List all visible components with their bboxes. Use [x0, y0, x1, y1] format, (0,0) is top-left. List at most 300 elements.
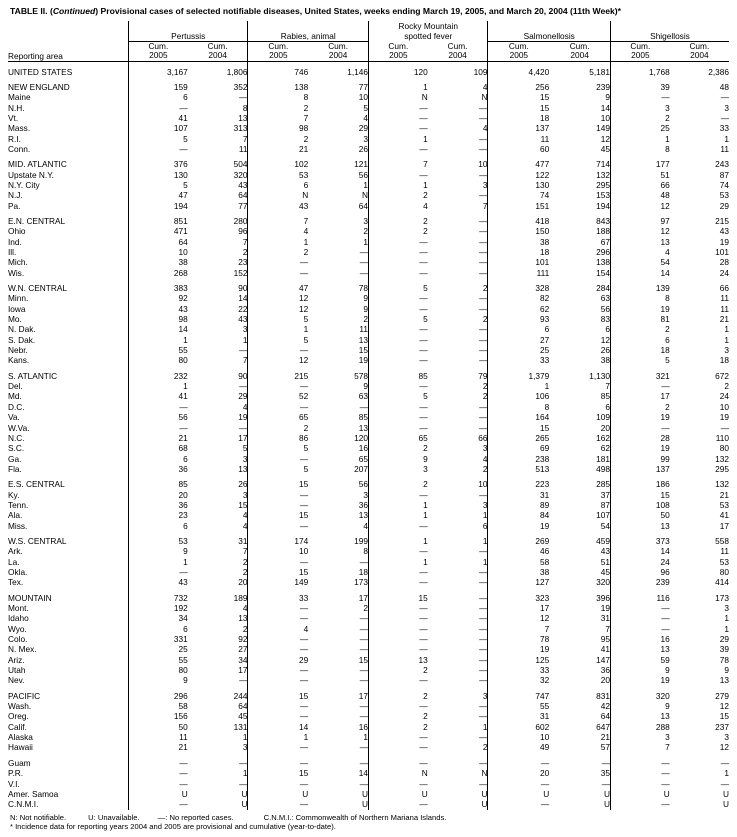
- header-group-row: [8, 21, 729, 41]
- row-value: 3: [724, 345, 729, 356]
- row-reporting-area: W.N. CENTRAL: [8, 283, 68, 294]
- row-value: 498: [596, 463, 610, 474]
- row-value: —: [359, 267, 368, 278]
- row-value: 1: [129, 381, 188, 391]
- row-value: 13: [238, 463, 248, 474]
- row-value: 7: [248, 113, 308, 123]
- table-row: [8, 345, 729, 355]
- row-value: 15: [248, 474, 308, 489]
- row-value: —: [368, 268, 427, 278]
- row-value: 29: [719, 200, 729, 211]
- row-value: 5: [129, 180, 188, 190]
- row-value: —: [479, 215, 488, 226]
- row-value: 7: [605, 623, 610, 634]
- row-value: 1: [242, 768, 248, 779]
- row-value: 25: [129, 644, 188, 654]
- row-value: 67: [600, 236, 610, 247]
- row-value: 74: [488, 190, 549, 200]
- row-value: —: [610, 92, 669, 102]
- table-row: [8, 732, 729, 742]
- row-value: 3: [724, 102, 729, 113]
- row-value: 10: [600, 112, 610, 123]
- row-value: —: [368, 423, 427, 433]
- header-pertussis-2004: [188, 41, 248, 61]
- row-value: —: [248, 753, 308, 768]
- row-reporting-area: W.Va.: [8, 422, 30, 433]
- row-value: 15: [610, 490, 669, 500]
- row-value: 16: [358, 721, 368, 732]
- row-value: —: [359, 556, 368, 567]
- row-value: 3: [363, 215, 368, 226]
- row-value: 3: [724, 603, 729, 613]
- row-value: 320: [610, 686, 669, 701]
- row-value: U: [361, 788, 368, 799]
- row-value: —: [479, 303, 488, 314]
- row-value: 27: [488, 335, 549, 345]
- row-reporting-area: Mo.: [8, 314, 22, 325]
- row-value: 477: [488, 154, 549, 169]
- footnote-incidence: * Incidence data for reporting years 2004 and 2005 are provisional and cumulative (year-to-date).: [10, 822, 336, 832]
- row-reporting-area: P.R.: [8, 768, 24, 779]
- row-value: 11: [720, 303, 729, 314]
- row-value: 78: [488, 634, 549, 644]
- row-value: 5: [248, 464, 308, 474]
- row-value: 19: [719, 412, 729, 423]
- row-value: —: [368, 779, 427, 789]
- header-spacer-cell: [8, 21, 129, 41]
- row-value: 7: [248, 211, 308, 226]
- row-value: 18: [610, 345, 669, 355]
- row-value: 2: [363, 314, 368, 325]
- row-value: —: [610, 603, 669, 613]
- table-row: [8, 768, 729, 778]
- row-value: 24: [719, 267, 729, 278]
- row-value: —: [368, 335, 427, 345]
- row-value: 80: [719, 566, 729, 577]
- row-value: 15: [358, 345, 368, 356]
- row-value: 3: [368, 464, 427, 474]
- row-value: 1,768: [610, 61, 669, 77]
- row-value: 3: [242, 742, 248, 753]
- row-value: —: [248, 402, 308, 412]
- table-row: [8, 779, 729, 789]
- row-value: 2: [368, 722, 427, 732]
- footnote-n: N: Not notifiable.: [10, 812, 67, 822]
- row-value: 9: [363, 293, 368, 304]
- row-value: 31: [488, 490, 549, 500]
- row-reporting-area: Ohio: [8, 226, 26, 237]
- row-value: 42: [600, 701, 610, 712]
- row-value: —: [368, 490, 427, 500]
- row-value: 4: [610, 247, 669, 257]
- row-value: U: [603, 788, 610, 799]
- header-reporting-area: Reporting area: [8, 41, 129, 61]
- row-value: 5: [368, 391, 427, 401]
- row-value: 6: [605, 324, 610, 335]
- row-value: 137: [610, 464, 669, 474]
- year-label: 2005: [389, 50, 408, 60]
- table-row: [8, 324, 729, 334]
- row-value: 8: [242, 102, 248, 113]
- row-reporting-area: Alaska: [8, 732, 33, 743]
- row-value: 149: [248, 577, 308, 587]
- notifiable-diseases-table: [8, 21, 729, 810]
- row-value: 19: [610, 304, 669, 314]
- row-value: 1: [724, 768, 729, 779]
- row-value: 10: [488, 732, 549, 742]
- row-value: 1: [488, 381, 549, 391]
- row-value: 101: [715, 247, 729, 257]
- row-value: 10: [478, 159, 488, 170]
- row-value: 238: [488, 454, 549, 464]
- row-value: 19: [600, 603, 610, 613]
- row-value: 18: [488, 247, 549, 257]
- row-reporting-area: N. Dak.: [8, 324, 36, 335]
- row-value: 5: [129, 134, 188, 144]
- row-value: 1: [368, 134, 427, 144]
- cum-label: Cum.: [207, 40, 228, 51]
- row-value: 34: [238, 654, 248, 665]
- table-row: [8, 201, 729, 211]
- row-value: —: [479, 613, 488, 624]
- header-group-rabies-animal: Rabies, animal: [248, 21, 369, 41]
- table-header: [8, 21, 729, 61]
- row-value: 14: [129, 324, 188, 334]
- row-value: 10: [358, 92, 368, 103]
- row-value: 45: [238, 711, 248, 722]
- row-value: 156: [129, 711, 188, 721]
- row-value: —: [368, 103, 427, 113]
- table-row: [8, 433, 729, 443]
- row-reporting-area: Mass.: [8, 123, 31, 134]
- row-value: 6: [482, 520, 488, 531]
- row-value: 6: [605, 401, 610, 412]
- footnote-u: U: Unavailable.: [88, 812, 140, 822]
- row-value: 132: [715, 479, 729, 490]
- row-value: 1: [482, 721, 488, 732]
- row-value: 186: [610, 474, 669, 489]
- cum-label: Cum.: [689, 40, 710, 51]
- row-value: 63: [600, 293, 610, 304]
- row-value: 2: [482, 391, 488, 402]
- row-value: —: [479, 665, 488, 676]
- table-row: [8, 278, 729, 293]
- row-value: —: [248, 500, 308, 510]
- row-value: —: [368, 732, 427, 742]
- row-value: 3: [482, 690, 488, 701]
- row-value: 17: [488, 603, 549, 613]
- row-value: 151: [488, 201, 549, 211]
- row-value: 46: [488, 546, 549, 556]
- row-value: 331: [129, 634, 188, 644]
- table-row: [8, 500, 729, 510]
- row-reporting-area: Ark.: [8, 546, 23, 557]
- row-value: 120: [354, 432, 368, 443]
- row-value: —: [610, 753, 669, 768]
- row-reporting-area: Ariz.: [8, 654, 25, 665]
- row-value: 15: [488, 103, 549, 113]
- row-value: 64: [129, 237, 188, 247]
- row-value: 13: [610, 237, 669, 247]
- row-value: —: [368, 402, 427, 412]
- row-value: —: [239, 757, 248, 768]
- row-value: —: [368, 644, 427, 654]
- row-value: 746: [248, 61, 308, 77]
- row-value: 51: [600, 556, 610, 567]
- row-value: 11: [238, 143, 248, 154]
- header-group-rocky-mountain-spotted-fever: [368, 21, 487, 41]
- row-value: 55: [129, 655, 188, 665]
- row-value: 43: [129, 577, 188, 587]
- row-value: N: [361, 190, 368, 201]
- row-value: 39: [610, 77, 669, 92]
- row-value: 12: [719, 701, 729, 712]
- row-reporting-area: Guam: [8, 757, 31, 768]
- row-value: —: [129, 402, 188, 412]
- row-value: 15: [719, 711, 729, 722]
- row-value: 11: [720, 293, 729, 304]
- row-value: 48: [610, 190, 669, 200]
- row-value: 414: [715, 577, 729, 588]
- row-value: 4: [482, 453, 488, 464]
- row-value: 1: [248, 324, 308, 334]
- row-value: 3: [724, 732, 729, 743]
- row-value: 2: [248, 247, 308, 257]
- row-value: 8: [610, 144, 669, 154]
- row-value: 4: [242, 520, 248, 531]
- table-row: [8, 603, 729, 613]
- row-value: 120: [368, 61, 427, 77]
- row-value: 10: [478, 479, 488, 490]
- row-value: 64: [600, 711, 610, 722]
- row-value: 352: [233, 81, 248, 92]
- row-value: 6: [488, 324, 549, 334]
- year-label: 2005: [149, 50, 168, 60]
- row-value: 78: [358, 283, 368, 294]
- row-value: U: [361, 799, 368, 810]
- header-sub-row: [8, 41, 729, 61]
- row-value: 60: [488, 144, 549, 154]
- row-value: —: [720, 112, 729, 123]
- row-value: 323: [488, 588, 549, 603]
- row-value: —: [479, 701, 488, 712]
- row-value: 29: [719, 634, 729, 645]
- row-value: 51: [610, 170, 669, 180]
- row-value: 14: [358, 768, 368, 779]
- row-value: U: [481, 788, 488, 799]
- row-value: —: [368, 123, 427, 133]
- row-value: 68: [129, 443, 188, 453]
- row-value: 207: [354, 463, 368, 474]
- row-value: 513: [488, 464, 549, 474]
- row-value: 110: [715, 432, 729, 443]
- row-value: U: [241, 799, 248, 810]
- row-value: 31: [600, 613, 610, 624]
- row-value: 1: [363, 732, 368, 743]
- row-value: 78: [719, 654, 729, 665]
- row-value: 58: [129, 701, 188, 711]
- row-value: 23: [238, 257, 248, 268]
- row-value: 19: [610, 412, 669, 422]
- row-value: 243: [715, 159, 729, 170]
- row-value: 130: [129, 170, 188, 180]
- row-value: 28: [719, 257, 729, 268]
- row-value: 84: [488, 510, 549, 520]
- row-value: U: [481, 799, 488, 810]
- row-value: —: [239, 345, 248, 356]
- row-value: —: [479, 334, 488, 345]
- row-value: —: [479, 778, 488, 789]
- row-value: 296: [129, 686, 188, 701]
- page-title-text: TABLE II. (Continued) Provisional cases of selected notifiable diseases, United States, weeks ending March 19, 2005, and March 20, 2004 (11th Week)*: [10, 6, 622, 16]
- row-value: 11: [720, 143, 729, 154]
- row-value: 189: [233, 592, 248, 603]
- row-value: 47: [129, 190, 188, 200]
- row-value: 2: [242, 247, 248, 257]
- year-label: 2004: [690, 50, 709, 60]
- row-value: 9: [129, 675, 188, 685]
- row-value: 38: [488, 237, 549, 247]
- row-value: —: [479, 236, 488, 247]
- row-value: 58: [488, 557, 549, 567]
- row-value: N: [481, 768, 488, 779]
- row-value: 85: [358, 412, 368, 423]
- row-reporting-area: Oreg.: [8, 711, 29, 722]
- row-value: 29: [358, 123, 368, 134]
- row-value: 268: [129, 268, 188, 278]
- cum-label: Cum.: [447, 40, 468, 51]
- row-value: —: [610, 779, 669, 789]
- row-value: 85: [600, 391, 610, 402]
- row-reporting-area: Utah: [8, 665, 26, 676]
- row-value: —: [368, 144, 427, 154]
- row-value: 12: [610, 226, 669, 236]
- row-value: 56: [600, 303, 610, 314]
- row-value: 188: [596, 226, 610, 237]
- row-value: —: [368, 624, 427, 634]
- row-value: —: [368, 634, 427, 644]
- row-value: 137: [488, 123, 549, 133]
- row-value: 21: [719, 489, 729, 500]
- row-value: —: [479, 247, 488, 257]
- page-title: [8, 6, 729, 17]
- row-value: —: [368, 355, 427, 365]
- row-value: 3: [482, 179, 488, 190]
- row-value: 6: [129, 92, 188, 102]
- row-value: —: [248, 799, 308, 809]
- row-value: 55: [129, 345, 188, 355]
- row-value: 2: [248, 103, 308, 113]
- row-reporting-area: E.S. CENTRAL: [8, 479, 65, 490]
- row-reporting-area: Pa.: [8, 200, 21, 211]
- row-value: 2: [363, 226, 368, 237]
- table-row: [8, 546, 729, 556]
- row-value: 320: [596, 577, 610, 588]
- row-value: 471: [129, 226, 188, 236]
- row-value: —: [359, 623, 368, 634]
- row-value: 12: [248, 355, 308, 365]
- row-value: 99: [610, 454, 669, 464]
- row-value: 50: [610, 510, 669, 520]
- table-row: [8, 61, 729, 77]
- row-value: U: [488, 789, 549, 799]
- row-value: 714: [596, 159, 610, 170]
- row-value: 35: [600, 768, 610, 779]
- row-value: —: [368, 742, 427, 752]
- row-value: 4: [242, 510, 248, 521]
- row-value: 23: [129, 510, 188, 520]
- row-value: 578: [354, 370, 368, 381]
- row-value: 8: [488, 402, 549, 412]
- row-value: —: [720, 422, 729, 433]
- row-value: 223: [488, 474, 549, 489]
- row-value: 47: [248, 278, 308, 293]
- table-row: [8, 92, 729, 102]
- row-value: —: [488, 753, 549, 768]
- row-reporting-area: MID. ATLANTIC: [8, 159, 67, 170]
- row-value: U: [248, 789, 308, 799]
- row-value: 38: [129, 257, 188, 267]
- row-value: —: [479, 634, 488, 645]
- row-value: —: [368, 701, 427, 711]
- row-value: 11: [129, 732, 188, 742]
- row-value: 62: [600, 443, 610, 454]
- cum-label: Cum.: [148, 40, 169, 51]
- row-value: 53: [719, 190, 729, 201]
- row-reporting-area: Wash.: [8, 701, 32, 712]
- row-value: 747: [488, 686, 549, 701]
- row-value: 43: [248, 201, 308, 211]
- row-value: 4: [482, 81, 488, 92]
- table-row: [8, 335, 729, 345]
- row-value: 285: [596, 479, 610, 490]
- row-value: 3: [242, 453, 248, 464]
- row-value: —: [239, 675, 248, 686]
- table-row: [8, 247, 729, 257]
- row-value: 107: [596, 510, 610, 521]
- row-value: 4: [368, 201, 427, 211]
- row-value: —: [610, 613, 669, 623]
- row-value: 102: [248, 154, 308, 169]
- row-value: 14: [610, 546, 669, 556]
- row-value: 5: [248, 335, 308, 345]
- cum-label: Cum.: [569, 40, 590, 51]
- row-value: 65: [248, 412, 308, 422]
- row-reporting-area: Calif.: [8, 721, 27, 732]
- row-value: —: [368, 521, 427, 531]
- row-value: 9: [610, 701, 669, 711]
- row-value: 2: [248, 423, 308, 433]
- row-value: —: [248, 490, 308, 500]
- row-value: 66: [610, 180, 669, 190]
- row-value: 15: [238, 499, 248, 510]
- row-value: 1: [248, 237, 308, 247]
- row-reporting-area: Miss.: [8, 520, 28, 531]
- row-value: 26: [238, 479, 248, 490]
- row-reporting-area: Ga.: [8, 453, 22, 464]
- row-value: 53: [248, 170, 308, 180]
- row-value: 7: [482, 200, 488, 211]
- row-value: 162: [596, 432, 610, 443]
- row-reporting-area: Conn.: [8, 143, 31, 154]
- row-value: 26: [600, 345, 610, 356]
- row-value: 4: [242, 603, 248, 613]
- row-value: 177: [610, 154, 669, 169]
- row-reporting-area: Nev.: [8, 675, 25, 686]
- row-value: 36: [358, 499, 368, 510]
- row-value: 9: [129, 546, 188, 556]
- row-value: 9: [368, 454, 427, 464]
